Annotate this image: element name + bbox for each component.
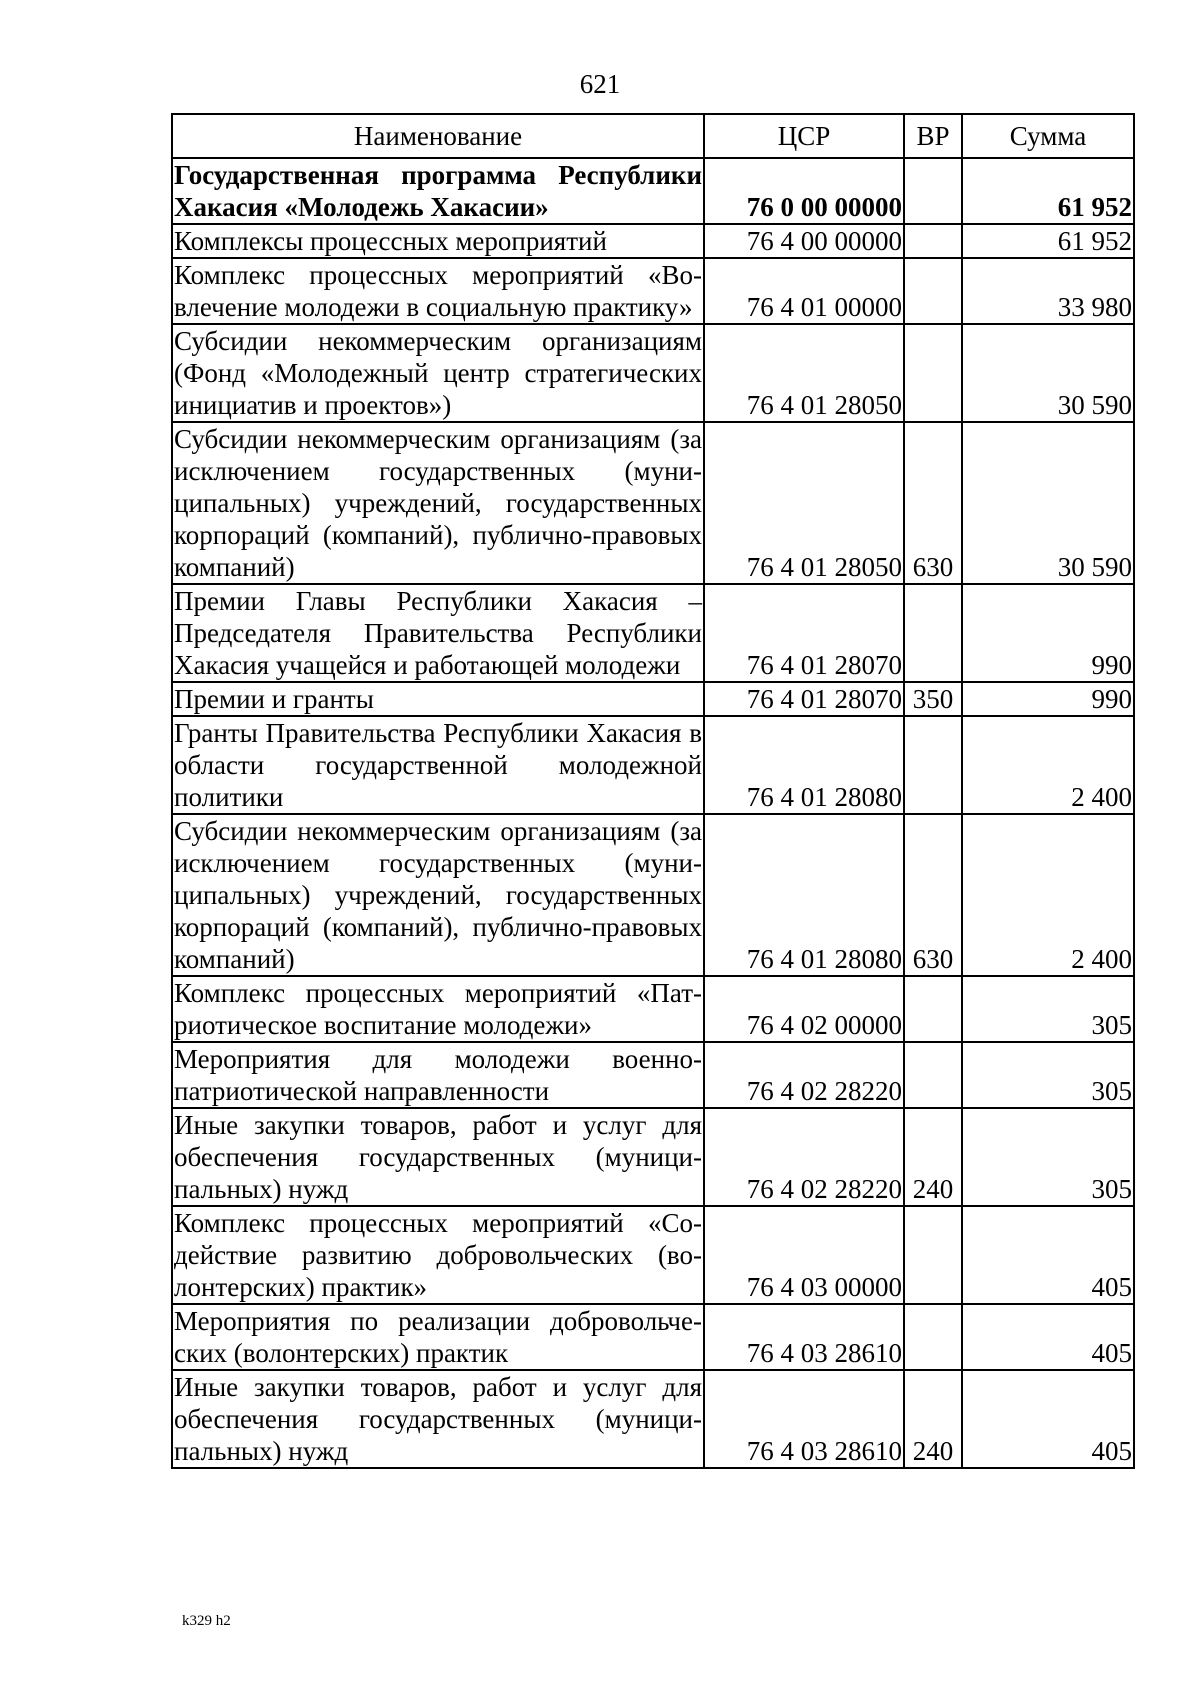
cell-name: Комплексы процессных мероприятий — [172, 224, 704, 258]
cell-sum: 30 590 — [962, 324, 1134, 422]
cell-sum: 405 — [962, 1304, 1134, 1370]
table-row — [172, 716, 1134, 814]
cell-csr: 76 4 01 28070 — [704, 682, 904, 716]
cell-sum: 2 400 — [962, 716, 1134, 814]
header-sum: Сумма — [962, 114, 1134, 158]
budget-table — [171, 113, 1135, 1469]
cell-vr: 240 — [904, 1370, 962, 1468]
page-number: 621 — [579, 69, 621, 99]
cell-name: Комплекс процессных мероприятий «Вовлечение молодежи в социальную практику» — [174, 260, 702, 322]
cell-sum: 30 590 — [962, 422, 1134, 584]
table-row — [172, 224, 1134, 258]
table-row — [172, 1370, 1134, 1468]
header-vr: ВР — [904, 114, 962, 158]
cell-sum: 305 — [962, 1108, 1134, 1206]
cell-name: Субсидии некоммерческим организациям (за исключением государственных (муниципальных) учреждений, государственных корпораций (компаний), публично-правовых компаний) — [174, 424, 702, 582]
cell-csr: 76 4 02 00000 — [704, 976, 904, 1042]
cell-csr: 76 4 01 28080 — [704, 716, 904, 814]
table-row — [172, 258, 1134, 324]
cell-sum: 405 — [962, 1370, 1134, 1468]
cell-vr: 240 — [904, 1108, 962, 1206]
cell-name: Премии Главы Республики Хакасия – Председателя Правительства Республики Хакасия учащейся и работающей молодежи — [174, 586, 702, 680]
cell-name: Мероприятия для молодежи военно-патриотической направленности — [174, 1044, 702, 1106]
cell-vr — [904, 258, 962, 324]
cell-name: Мероприятия по реализации добровольческих (волонтерских) практик — [174, 1306, 702, 1368]
cell-vr — [904, 1206, 962, 1304]
cell-vr — [904, 584, 962, 682]
cell-vr: 350 — [904, 682, 962, 716]
cell-name: Комплекс процессных мероприятий «Содействие развитию добровольческих (волонтерских) практик» — [174, 1208, 702, 1302]
table-row — [172, 1206, 1134, 1304]
cell-vr — [904, 224, 962, 258]
table-row — [172, 1304, 1134, 1370]
cell-csr: 76 4 01 28080 — [704, 814, 904, 976]
table-row — [172, 1042, 1134, 1108]
cell-csr: 76 0 00 00000 — [704, 158, 904, 224]
cell-sum: 990 — [962, 584, 1134, 682]
cell-sum: 61 952 — [962, 224, 1134, 258]
cell-csr: 76 4 01 28050 — [704, 422, 904, 584]
cell-sum: 61 952 — [962, 158, 1134, 224]
footer-code: k329 h2 — [182, 1613, 231, 1629]
cell-csr: 76 4 01 28070 — [704, 584, 904, 682]
cell-sum: 2 400 — [962, 814, 1134, 976]
table-row — [172, 682, 1134, 716]
cell-name: Иные закупки товаров, работ и услуг для обеспечения государственных (муниципальных) нужд — [174, 1372, 702, 1466]
cell-csr: 76 4 01 28050 — [704, 324, 904, 422]
cell-csr: 76 4 03 28610 — [704, 1370, 904, 1468]
table-header-row — [172, 114, 1134, 158]
cell-csr: 76 4 00 00000 — [704, 224, 904, 258]
cell-name: Субсидии некоммерческим организациям (Фонд «Молодежный центр стратегических инициатив и проектов») — [174, 326, 702, 420]
table-row — [172, 324, 1134, 422]
cell-sum: 305 — [962, 1042, 1134, 1108]
cell-vr — [904, 158, 962, 224]
cell-vr — [904, 1304, 962, 1370]
cell-name: Иные закупки товаров, работ и услуг для обеспечения государственных (муниципальных) нужд — [174, 1110, 702, 1204]
cell-name: Субсидии некоммерческим организациям (за исключением государственных (муниципальных) учреждений, государственных корпораций (компаний), публично-правовых компаний) — [174, 816, 702, 974]
table-row — [172, 158, 1134, 224]
table-row — [172, 1108, 1134, 1206]
table-row — [172, 976, 1134, 1042]
cell-vr — [904, 1042, 962, 1108]
cell-vr — [904, 716, 962, 814]
table-row — [172, 422, 1134, 584]
cell-vr: 630 — [904, 814, 962, 976]
cell-vr — [904, 976, 962, 1042]
cell-csr: 76 4 02 28220 — [704, 1042, 904, 1108]
cell-sum: 990 — [962, 682, 1134, 716]
cell-vr — [904, 324, 962, 422]
cell-sum: 405 — [962, 1206, 1134, 1304]
header-name: Наименование — [172, 114, 704, 158]
cell-name: Государственная программа Республики Хакасия «Молодежь Хакасии» — [174, 160, 702, 222]
cell-vr: 630 — [904, 422, 962, 584]
cell-name: Комплекс процессных мероприятий «Патриотическое воспитание молодежи» — [174, 978, 702, 1040]
cell-csr: 76 4 01 00000 — [704, 258, 904, 324]
cell-csr: 76 4 03 00000 — [704, 1206, 904, 1304]
header-csr: ЦСР — [704, 114, 904, 158]
cell-name: Гранты Правительства Республики Хакасия в области государственной молодежной политики — [174, 718, 702, 812]
cell-name: Премии и гранты — [172, 682, 704, 716]
cell-csr: 76 4 03 28610 — [704, 1304, 904, 1370]
cell-csr: 76 4 02 28220 — [704, 1108, 904, 1206]
table-row — [172, 814, 1134, 976]
cell-sum: 305 — [962, 976, 1134, 1042]
table-row — [172, 584, 1134, 682]
cell-sum: 33 980 — [962, 258, 1134, 324]
